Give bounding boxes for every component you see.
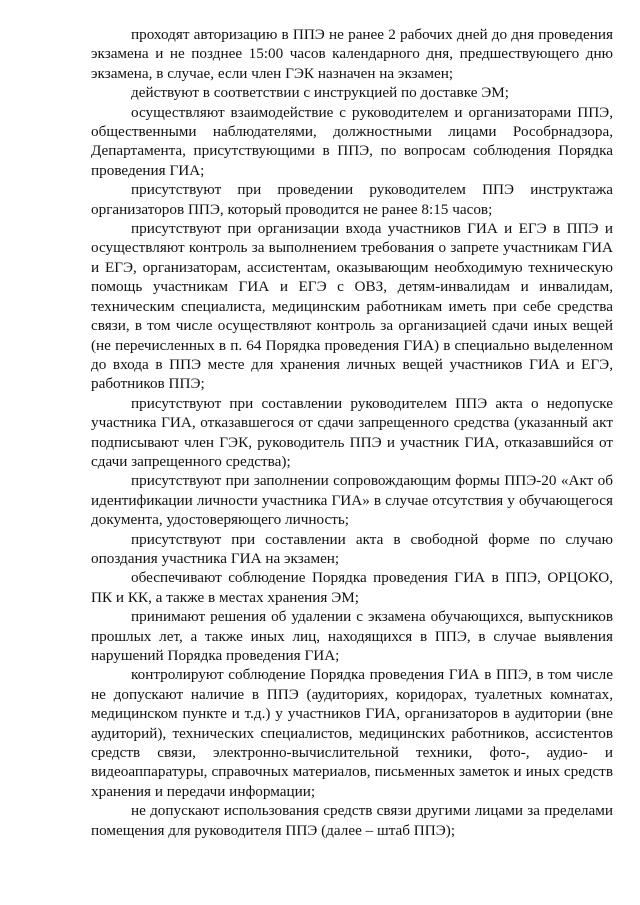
paragraph-7: присутствуют при заполнении сопровождающим формы ППЭ-20 «Акт об идентификации личности участника ГИА» в случае отсутствия у обучающегося документа, удостоверяющего личность;	[91, 472, 613, 529]
paragraph-8: присутствуют при составлении акта в свободной форме по случаю опоздания участника ГИА на экзамен;	[91, 530, 613, 567]
paragraph-11: контролируют соблюдение Порядка проведения ГИА в ППЭ, в том числе не допускают наличие в ППЭ (аудиториях, коридорах, туалетных комнатах, медицинском пункте и т.д.) у участников ГИА, организаторов в аудитории (вне аудиторий), технических специалистов, медицинских работников, ассистентов средств связи, электронно-вычислительной техники, фото-, аудио- и видеоаппаратуры, справочных материалов, письменных заметок и иных средств хранения и передачи информации;	[91, 666, 613, 800]
paragraph-3: осуществляют взаимодействие с руководителем и организаторами ППЭ, общественными наблюдателями, должностными лицами Рособрнадзора, Департамента, присутствующими в ППЭ, по вопросам соблюдения Порядка проведения ГИА;	[91, 103, 613, 179]
paragraph-6: присутствуют при составлении руководителем ППЭ акта о недопуске участника ГИА, отказавшегося от сдачи запрещенного средства (указанный акт подписывают член ГЭК, руководитель ППЭ и участник ГИА, отказавшийся от сдачи запрещенного средства);	[91, 394, 613, 470]
paragraph-10: принимают решения об удалении с экзамена обучающихся, выпускников прошлых лет, а также иных лиц, находящихся в ППЭ, в случае выявления нарушений Порядка проведения ГИА;	[91, 608, 613, 664]
paragraph-12: не допускают использования средств связи другими лицами за пределами помещения для руководителя ППЭ (далее – штаб ППЭ);	[91, 802, 613, 839]
paragraph-9: обеспечивают соблюдение Порядка проведения ГИА в ППЭ, ОРЦОКО, ПК и КК, а также в местах хранения ЭМ;	[91, 569, 613, 606]
paragraph-2: действуют в соответствии с инструкцией по доставке ЭМ;	[131, 84, 510, 102]
paragraph-1: проходят авторизацию в ППЭ не ранее 2 рабочих дней до дня проведения экзамена и не позднее 15:00 часов календарного дня, предшествующего дню экзамена, в случае, если член ГЭК назначен на экзамен;	[91, 26, 613, 82]
paragraph-5: присутствуют при организации входа участников ГИА и ЕГЭ в ППЭ и осуществляют контроль за выполнением требования о запрете участникам ГИА и ЕГЭ, организаторам, ассистентам, оказывающим необходимую техническую помощь участникам ГИА и ЕГЭ с ОВЗ, детям-инвалидам и инвалидам, техническим специалиста, медицинским работникам иметь при себе средства связи, в том числе осуществляют контроль за организацией сдачи иных вещей (не перечисленных в п. 64 Порядка проведения ГИА) в специально выделенном до входа в ППЭ месте для хранения личных вещей участников ГИА и ЕГЭ, работников ППЭ;	[91, 220, 613, 393]
paragraph-4: присутствуют при проведении руководителем ППЭ инструктажа организаторов ППЭ, который проводится не ранее 8:15 часов;	[91, 181, 613, 218]
